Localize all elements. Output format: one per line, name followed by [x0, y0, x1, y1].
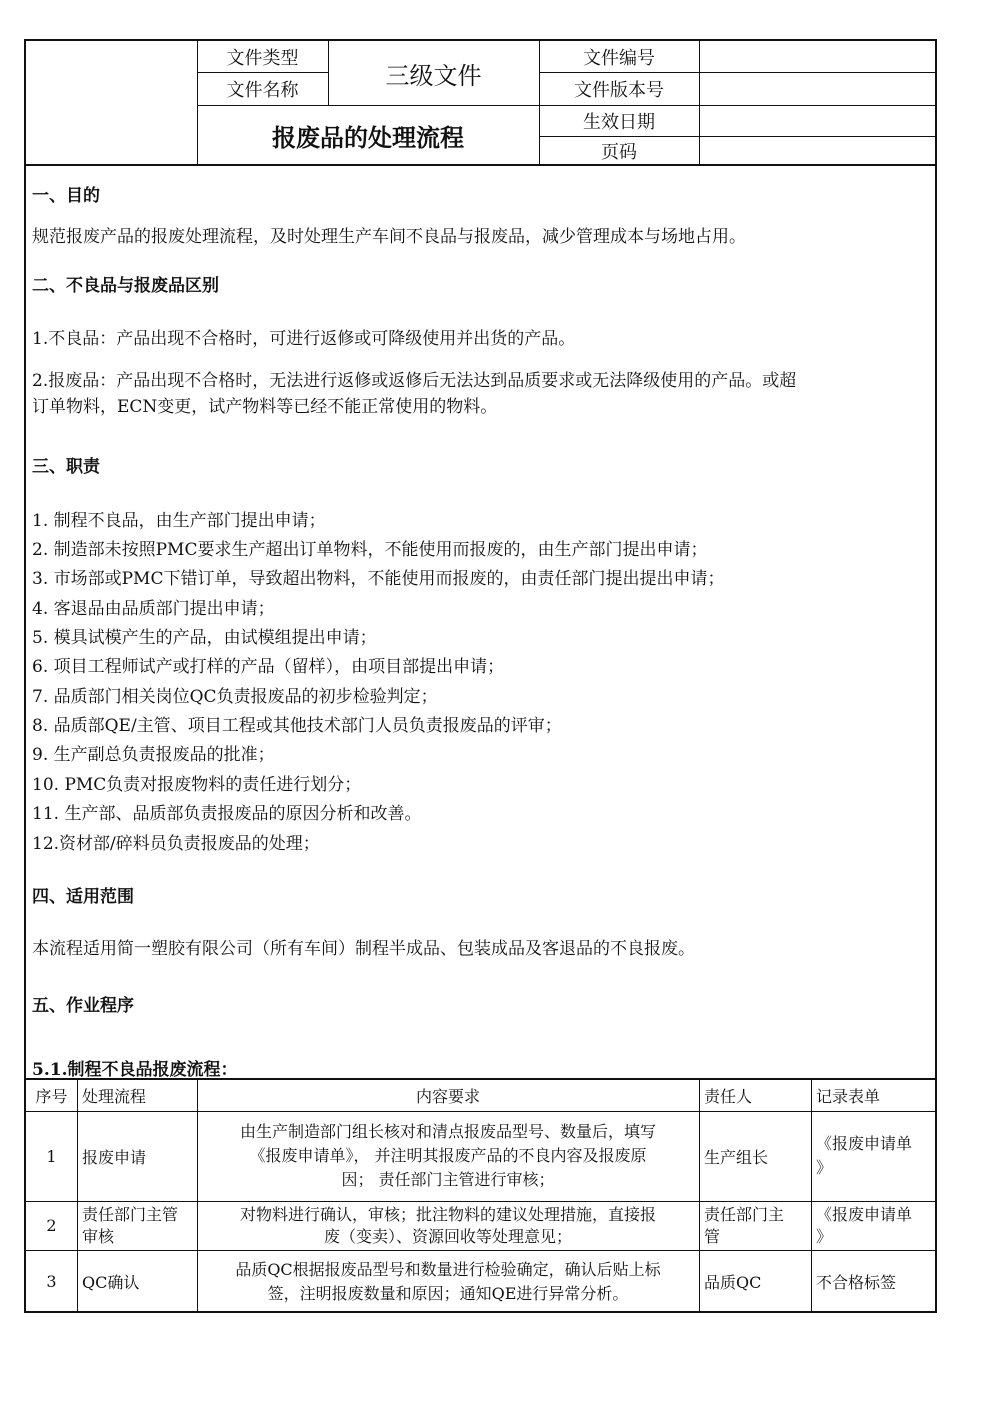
- row-1-no: 1: [46, 1146, 57, 1166]
- row-2-owner: [699, 1201, 811, 1250]
- section-1-title: 一、目的: [32, 186, 100, 206]
- row-3-owner: 品质QC: [704, 1273, 762, 1292]
- row-2-process: [77, 1201, 197, 1250]
- section-5-title: 五、作业程序: [32, 996, 134, 1016]
- row-2-content: [197, 1201, 699, 1250]
- section-2-title: 二、不良品与报废品区别: [32, 276, 219, 296]
- file-no-label: 文件编号: [583, 48, 655, 69]
- duty-item: 5. 模具试模产生的产品，由试模组提出申请；: [32, 628, 377, 648]
- effective-date-label: 生效日期: [583, 111, 655, 133]
- row-3-content: [197, 1250, 699, 1313]
- row-2-owner-line: 责任部门主: [704, 1204, 785, 1224]
- row-2-form-line: 《报废申请单: [816, 1204, 913, 1224]
- row-1-form-line: 《报废申请单: [816, 1134, 913, 1153]
- row-2-form: [811, 1201, 937, 1250]
- row-2-form-line: 》: [816, 1226, 833, 1246]
- section-2-item-1: 1.不良品：产品出现不合格时，可进行返修或可降级使用并出货的产品。: [32, 329, 576, 349]
- row-1-content-line: 因； 责任部门主管进行审核；: [341, 1170, 555, 1189]
- section-1-text: 规范报废产品的报废处理流程，及时处理生产车间不良品与报废品，减少管理成本与场地占用。: [32, 227, 746, 247]
- row-1-owner: 生产组长: [704, 1147, 769, 1167]
- row-3-no: 3: [46, 1272, 57, 1291]
- document-body: [24, 166, 937, 1078]
- duty-item: 11. 生产部、品质部负责报废品的原因分析和改善。: [32, 804, 422, 824]
- row-1-content-line: 由生产制造部门组长核对和清点报废品型号、数量后，填写: [239, 1122, 656, 1141]
- col-header-no: 序号: [35, 1087, 68, 1106]
- row-1-form: [811, 1111, 937, 1201]
- file-name-label: 文件名称: [226, 80, 299, 101]
- duty-item: 8. 品质部QE/主管、项目工程或其他技术部门人员负责报废品的评审；: [32, 716, 562, 736]
- section-3-title: 三、职责: [32, 457, 100, 477]
- duty-item: 3. 市场部或PMC下错订单，导致超出物料，不能使用而报废的，由责任部门提出提出申请；: [32, 569, 725, 589]
- document-header: [24, 39, 937, 166]
- section-4-text: 本流程适用简一塑胶有限公司（所有车间）制程半成品、包装成品及客退品的不良报废。: [32, 939, 695, 959]
- file-level: 三级文件: [385, 61, 482, 90]
- row-2-owner-line: 管: [704, 1226, 721, 1246]
- document-title: 报废品的处理流程: [272, 123, 464, 152]
- duty-item: 7. 品质部门相关岗位QC负责报废品的初步检验判定；: [32, 687, 438, 707]
- row-1-content: [197, 1111, 699, 1201]
- file-type-label: 文件类型: [226, 48, 299, 69]
- row-2-content-line: 对物料进行确认，审核；批注物料的建议处理措施，直接报: [239, 1204, 656, 1224]
- row-1-content-line: 《报废申请单》， 并注明其报废产品的不良内容及报废原: [249, 1146, 647, 1165]
- row-1-process: 报废申请: [82, 1147, 147, 1167]
- row-2-process-line: 审核: [82, 1226, 115, 1246]
- page-label: 页码: [601, 142, 637, 163]
- row-3-process: QC确认: [82, 1273, 140, 1292]
- duty-item: 1. 制程不良品，由生产部门提出申请；: [32, 511, 326, 531]
- file-version-label: 文件版本号: [574, 80, 664, 101]
- section-2-item-2-line-2: 订单物料，ECN变更，试产物料等已经不能正常使用的物料。: [32, 397, 498, 417]
- duty-item: 6. 项目工程师试产或打样的产品（留样），由项目部提出申请；: [32, 657, 505, 677]
- section-2-item-2-line-1: 2.报废品：产品出现不合格时，无法进行返修或返修后无法达到品质要求或无法降级使用的产品。或超: [32, 371, 797, 391]
- duty-item: 2. 制造部未按照PMC要求生产超出订单物料，不能使用而报废的，由生产部门提出申请；: [32, 540, 708, 560]
- row-2-content-line: 废（变卖）、资源回收等处理意见；: [323, 1226, 572, 1246]
- duty-item: 10. PMC负责对报废物料的责任进行划分；: [32, 775, 362, 795]
- row-1-form-line: 》: [816, 1158, 833, 1177]
- row-2-no: 2: [46, 1216, 57, 1235]
- duty-item: 12.资材部/碎料员负责报废品的处理；: [32, 834, 320, 854]
- section-4-title: 四、适用范围: [32, 887, 134, 907]
- row-3-content-line: 品质QC根据报废品型号和数量进行检验确定，确认后贴上标: [235, 1259, 661, 1279]
- duty-item: 9. 生产副总负责报废品的批准；: [32, 745, 275, 765]
- col-header-process: 处理流程: [82, 1087, 147, 1106]
- duty-item: 4. 客退品由品质部门提出申请；: [32, 599, 275, 619]
- col-header-content: 内容要求: [415, 1087, 480, 1106]
- section-5-1-title: 5.1.制程不良品报废流程：: [32, 1060, 238, 1080]
- col-header-owner: 责任人: [704, 1087, 753, 1106]
- row-2-process-line: 责任部门主管: [82, 1204, 179, 1224]
- col-header-form: 记录表单: [816, 1087, 881, 1106]
- row-3-content-line: 签，注明报废数量和原因；通知QE进行异常分析。: [267, 1283, 629, 1303]
- process-table: [24, 1078, 937, 1313]
- row-3-form: 不合格标签: [816, 1273, 897, 1292]
